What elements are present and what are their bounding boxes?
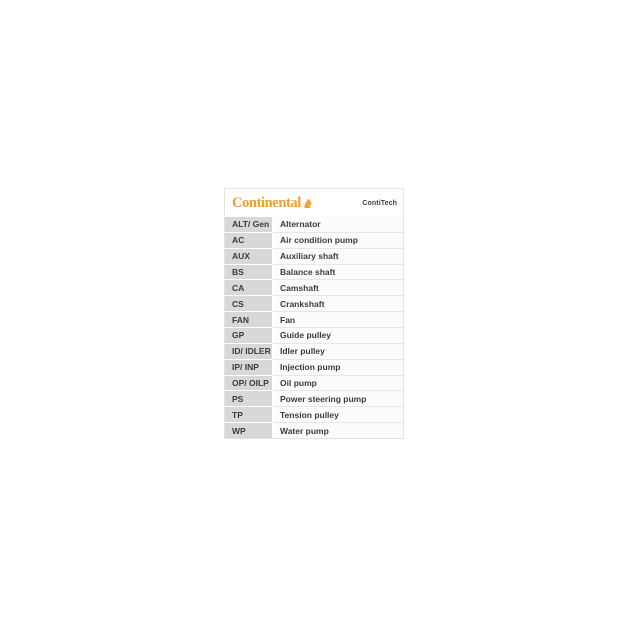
abbr-cell: FAN — [225, 312, 272, 328]
abbr-cell: TP — [225, 407, 272, 423]
desc-cell: Fan — [272, 312, 403, 328]
legend-row — [225, 312, 403, 328]
legend-row — [225, 217, 403, 233]
desc-cell: Power steering pump — [272, 391, 403, 407]
legend-row — [225, 280, 403, 296]
abbr-cell: BS — [225, 265, 272, 281]
horse-icon: ♞ — [301, 195, 314, 211]
legend-row — [225, 265, 403, 281]
legend-row — [225, 376, 403, 392]
continental-logo — [232, 196, 314, 211]
abbr-cell: WP — [225, 423, 272, 438]
continental-logo-text: Continental — [232, 194, 301, 211]
abbr-cell: GP — [225, 328, 272, 344]
abbreviation-legend-panel — [224, 188, 404, 439]
legend-row — [225, 360, 403, 376]
desc-cell: Guide pulley — [272, 328, 403, 344]
abbr-cell: ID/ IDLER — [225, 344, 272, 360]
legend-row — [225, 391, 403, 407]
desc-cell: Tension pulley — [272, 407, 403, 423]
desc-cell: Auxiliary shaft — [272, 249, 403, 265]
desc-cell: Alternator — [272, 217, 403, 233]
desc-cell: Camshaft — [272, 280, 403, 296]
legend-row — [225, 328, 403, 344]
abbr-cell: AUX — [225, 249, 272, 265]
abbr-cell: CS — [225, 296, 272, 312]
abbr-cell: PS — [225, 391, 272, 407]
abbr-cell: CA — [225, 280, 272, 296]
abbr-cell: IP/ INP — [225, 360, 272, 376]
abbr-cell: OP/ OILP — [225, 376, 272, 392]
legend-row — [225, 407, 403, 423]
abbr-cell: AC — [225, 233, 272, 249]
legend-row — [225, 344, 403, 360]
contitech-label: ContiTech — [362, 199, 397, 207]
abbr-cell: ALT/ Gen — [225, 217, 272, 233]
desc-cell: Water pump — [272, 423, 403, 438]
legend-row — [225, 296, 403, 312]
legend-row — [225, 249, 403, 265]
desc-cell: Oil pump — [272, 376, 403, 392]
legend-table — [225, 217, 403, 438]
desc-cell: Crankshaft — [272, 296, 403, 312]
desc-cell: Balance shaft — [272, 265, 403, 281]
legend-row — [225, 233, 403, 249]
brand-header — [225, 189, 403, 217]
desc-cell: Air condition pump — [272, 233, 403, 249]
desc-cell: Injection pump — [272, 360, 403, 376]
legend-row — [225, 423, 403, 438]
desc-cell: Idler pulley — [272, 344, 403, 360]
